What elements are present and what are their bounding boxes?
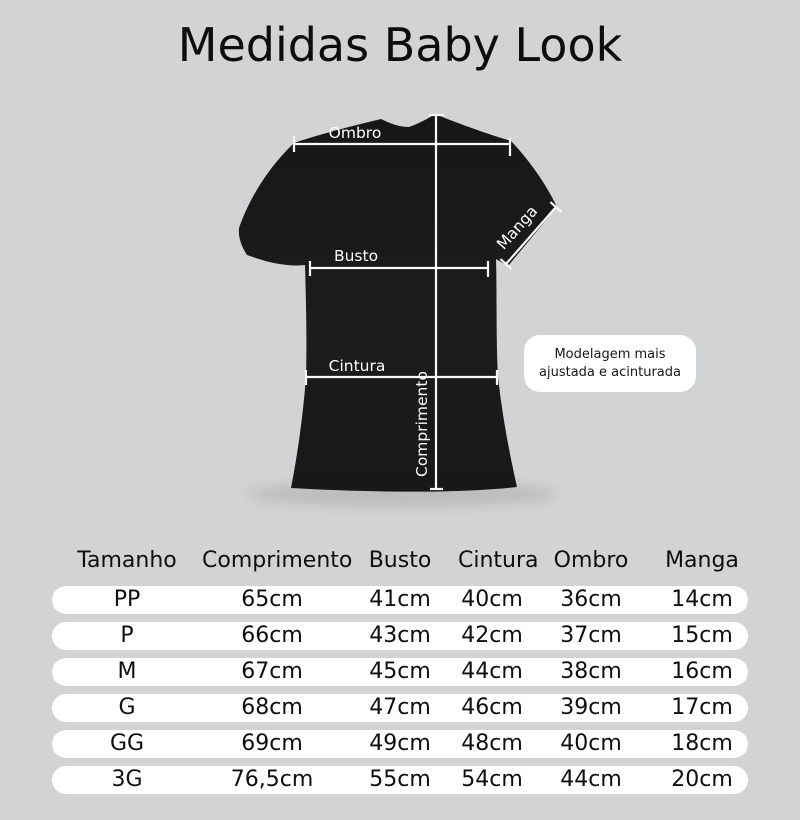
cell-value: 42cm	[461, 623, 523, 648]
cell-value: 68cm	[241, 695, 303, 720]
cell-value: 46cm	[461, 695, 523, 720]
size-table	[52, 547, 748, 794]
table-row	[52, 658, 748, 686]
cell-value: 40cm	[560, 731, 622, 756]
cell-value: 54cm	[461, 767, 523, 792]
cell-value: 47cm	[369, 695, 431, 720]
ombro-label: Ombro	[328, 124, 382, 142]
cell-value: 20cm	[671, 767, 733, 792]
shirt-silhouette	[239, 114, 557, 492]
fit-note	[524, 335, 696, 392]
page-title: Medidas Baby Look	[177, 18, 623, 72]
fit-note-line2: ajustada e acinturada	[539, 364, 681, 380]
cell-size: M	[117, 659, 137, 684]
cell-value: 44cm	[461, 659, 523, 684]
manga-label: Manga	[493, 202, 542, 254]
table-row	[52, 730, 748, 758]
header-busto: Busto	[368, 547, 432, 573]
cell-value: 37cm	[560, 623, 622, 648]
cintura-label: Cintura	[328, 357, 386, 375]
cell-value: 76,5cm	[230, 767, 314, 792]
cell-value: 40cm	[461, 587, 523, 612]
cell-size: GG	[109, 731, 145, 756]
cell-value: 18cm	[671, 731, 733, 756]
table-row	[52, 694, 748, 722]
cell-value: 49cm	[369, 731, 431, 756]
busto-label: Busto	[333, 247, 379, 265]
header-manga: Manga	[665, 547, 739, 573]
cell-value: 15cm	[671, 623, 733, 648]
cell-value: 16cm	[671, 659, 733, 684]
cell-size: G	[118, 695, 136, 720]
cell-size: P	[120, 623, 134, 648]
cell-value: 38cm	[560, 659, 622, 684]
cell-value: 44cm	[560, 767, 622, 792]
cell-value: 43cm	[369, 623, 431, 648]
cell-value: 67cm	[241, 659, 303, 684]
table-row	[52, 766, 748, 794]
size-table-header	[52, 547, 748, 573]
cell-value: 14cm	[671, 587, 733, 612]
cell-value: 69cm	[241, 731, 303, 756]
header-ombro: Ombro	[553, 547, 629, 573]
cell-size: 3G	[111, 767, 143, 792]
cell-value: 39cm	[560, 695, 622, 720]
cell-value: 17cm	[671, 695, 733, 720]
cell-value: 41cm	[369, 587, 431, 612]
header-comprimento: Comprimento	[202, 547, 353, 573]
cell-value: 66cm	[241, 623, 303, 648]
cell-size: PP	[113, 587, 141, 612]
cell-value: 65cm	[241, 587, 303, 612]
cell-value: 48cm	[461, 731, 523, 756]
header-tamanho: Tamanho	[77, 547, 177, 573]
header-cintura: Cintura	[458, 547, 539, 573]
table-row	[52, 622, 748, 650]
cell-value: 36cm	[560, 587, 622, 612]
table-row	[52, 586, 748, 614]
cell-value: 55cm	[369, 767, 431, 792]
comprimento-label: Comprimento	[413, 371, 431, 477]
fit-note-line1: Modelagem mais	[554, 346, 666, 362]
cell-value: 45cm	[369, 659, 431, 684]
